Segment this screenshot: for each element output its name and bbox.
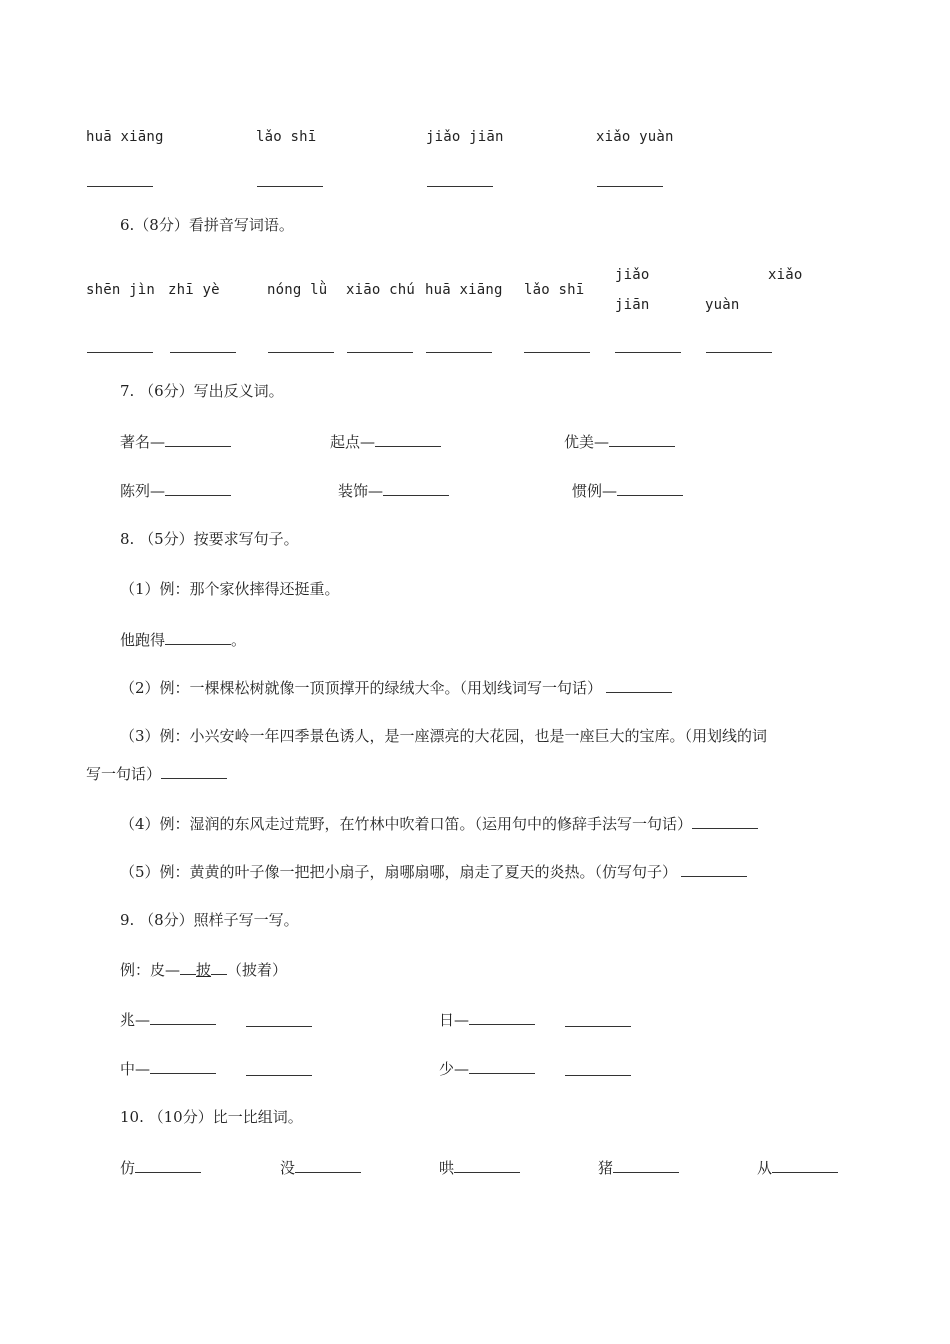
answer-blank[interactable] <box>150 1059 216 1074</box>
answer-blank[interactable] <box>161 764 227 779</box>
answer-blank[interactable] <box>87 186 153 187</box>
q5-pinyin-4: xiǎo yuàn <box>596 129 674 145</box>
q7-item <box>338 481 449 500</box>
answer-blank[interactable] <box>469 1059 535 1074</box>
q6-pinyin-8a: xiǎo <box>768 267 803 283</box>
q9-item <box>439 1059 535 1078</box>
q8-sentence-1: （1）例：那个家伙摔得还挺重。 <box>120 580 340 598</box>
answer-blank[interactable] <box>597 186 663 187</box>
q6-pinyin-7a: jiǎo <box>615 267 650 283</box>
q8-title: 8. （5分）按要求写句子。 <box>120 530 299 548</box>
answer-blank[interactable] <box>454 1158 520 1173</box>
q10-item <box>280 1158 361 1177</box>
q8-sentence-2 <box>120 678 672 697</box>
q6-pinyin-4: xiāo chú <box>346 282 416 298</box>
answer-blank[interactable] <box>772 1158 838 1173</box>
q6-pinyin-6: lǎo shī <box>524 282 585 298</box>
q7-word: 惯例— <box>572 482 618 500</box>
q8-sentence-5 <box>120 862 747 881</box>
answer-blank[interactable] <box>295 1158 361 1173</box>
q8-sentence-3a: （3）例：小兴安岭一年四季景色诱人，是一座漂亮的大花园，也是一座巨大的宝库。（用划线的词 <box>120 727 768 745</box>
answer-blank[interactable] <box>165 630 231 645</box>
q6-title: 6.（8分）看拼音写词语。 <box>120 216 294 234</box>
answer-blank[interactable] <box>681 862 747 877</box>
q8-sentence-4-text: （4）例：湿润的东风走过荒野，在竹林中吹着口笛。（运用句中的修辞手法写一句话） <box>120 815 693 833</box>
answer-blank[interactable] <box>150 1010 216 1025</box>
answer-blank[interactable] <box>257 186 323 187</box>
q10-title: 10. （10分）比一比组词。 <box>120 1108 303 1126</box>
answer-blank[interactable] <box>375 432 441 447</box>
answer-blank[interactable] <box>246 1026 312 1027</box>
q9-example-prefix: 例：皮— <box>120 961 181 979</box>
q10-item <box>439 1158 520 1177</box>
q7-word: 装饰— <box>338 482 384 500</box>
q10-char: 哄 <box>439 1159 455 1177</box>
q9-item <box>120 1010 216 1029</box>
q9-item <box>120 1059 216 1078</box>
q7-word: 著名— <box>120 433 166 451</box>
answer-blank[interactable] <box>565 1026 631 1027</box>
q6-pinyin-3: nóng lǜ <box>267 282 328 298</box>
answer-blank[interactable] <box>383 481 449 496</box>
answer-blank[interactable] <box>613 1158 679 1173</box>
answer-blank[interactable] <box>565 1075 631 1076</box>
q9-char: 少— <box>439 1060 470 1078</box>
q5-pinyin-1: huā xiāng <box>86 129 164 145</box>
answer-blank[interactable] <box>706 352 772 353</box>
answer-blank[interactable] <box>170 352 236 353</box>
underline-spacer <box>180 960 196 975</box>
q7-item <box>120 432 231 451</box>
q6-pinyin-1: shēn jìn <box>86 282 156 298</box>
q7-item <box>120 481 231 500</box>
answer-blank[interactable] <box>606 678 672 693</box>
answer-blank[interactable] <box>609 432 675 447</box>
q10-char: 仿 <box>120 1159 136 1177</box>
q7-word: 陈列— <box>120 482 166 500</box>
answer-blank[interactable] <box>617 481 683 496</box>
q8-sentence-3b-text: 写一句话） <box>86 765 162 783</box>
answer-blank[interactable] <box>165 481 231 496</box>
answer-blank[interactable] <box>135 1158 201 1173</box>
q8-answer-1 <box>120 630 246 649</box>
answer-blank[interactable] <box>615 352 681 353</box>
q9-title: 9. （8分）照样子写一写。 <box>120 911 299 929</box>
answer-blank[interactable] <box>469 1010 535 1025</box>
q7-item <box>572 481 683 500</box>
underline-spacer <box>211 960 227 975</box>
q9-example-suffix: （披着） <box>227 961 288 979</box>
q7-item <box>330 432 441 451</box>
answer-blank[interactable] <box>692 814 758 829</box>
q10-char: 从 <box>757 1159 773 1177</box>
answer-blank[interactable] <box>87 352 153 353</box>
q8-answer-suffix: 。 <box>231 631 247 649</box>
q10-char: 猪 <box>598 1159 614 1177</box>
q8-answer-prefix: 他跑得 <box>120 631 166 649</box>
q10-item <box>120 1158 201 1177</box>
q6-pinyin-7b: jiān <box>615 297 650 313</box>
q8-sentence-2-text: （2）例：一棵棵松树就像一顶顶撑开的绿绒大伞。（用划线词写一句话） <box>120 679 603 697</box>
q9-char: 日— <box>439 1011 470 1029</box>
q9-example <box>120 960 287 979</box>
q8-sentence-5-text: （5）例：黄黄的叶子像一把把小扇子，扇哪扇哪，扇走了夏天的炎热。（仿写句子） <box>120 863 678 881</box>
q5-pinyin-3: jiǎo jiān <box>426 129 504 145</box>
answer-blank[interactable] <box>427 186 493 187</box>
q9-item <box>439 1010 535 1029</box>
q10-item <box>757 1158 838 1177</box>
q9-example-word: 披 <box>196 961 212 979</box>
q8-sentence-4 <box>120 814 758 833</box>
q10-char: 没 <box>280 1159 296 1177</box>
q6-pinyin-5: huā xiāng <box>425 282 503 298</box>
answer-blank[interactable] <box>268 352 334 353</box>
q7-title: 7. （6分）写出反义词。 <box>120 382 284 400</box>
q8-sentence-3b <box>86 764 227 783</box>
q6-pinyin-2: zhī yè <box>168 282 220 298</box>
q10-item <box>598 1158 679 1177</box>
answer-blank[interactable] <box>165 432 231 447</box>
q9-char: 兆— <box>120 1011 151 1029</box>
q9-char: 中— <box>120 1060 151 1078</box>
q6-pinyin-8b: yuàn <box>705 297 740 313</box>
q7-word: 起点— <box>330 433 376 451</box>
q7-word: 优美— <box>564 433 610 451</box>
answer-blank[interactable] <box>426 352 492 353</box>
answer-blank[interactable] <box>347 352 413 353</box>
q5-pinyin-2: lǎo shī <box>256 129 317 145</box>
answer-blank[interactable] <box>524 352 590 353</box>
q7-item <box>564 432 675 451</box>
answer-blank[interactable] <box>246 1075 312 1076</box>
